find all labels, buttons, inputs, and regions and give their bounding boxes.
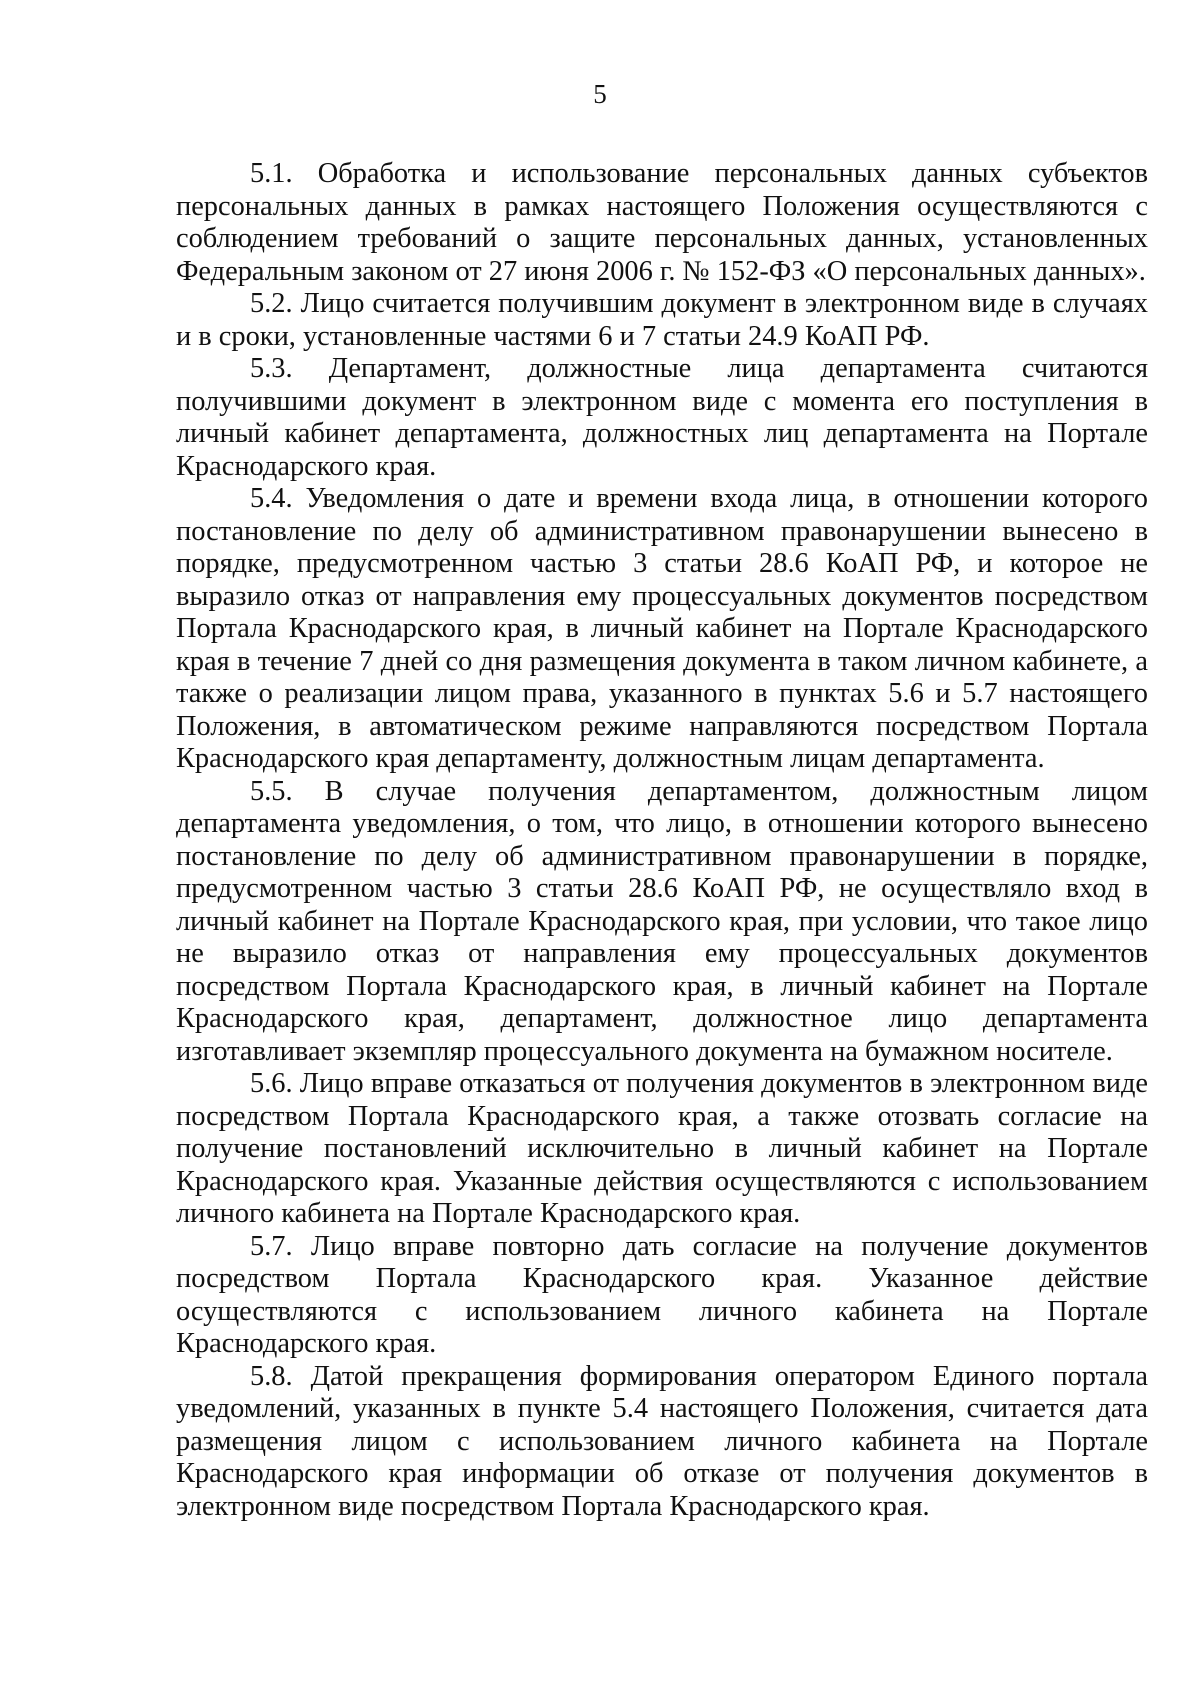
document-body [176,158,1148,1523]
paragraph-5-4: 5.4. Уведомления о дате и времени входа лица, в отношении которого постановление по делу об административном правонарушении вынесено в порядке, предусмотренном частью 3 статьи 28.6 КоАП РФ, и которое не выразило отказ от направления ему процессуальных документов посредством Портала Краснодарского края, в личный кабинет на Портале Краснодарского края в течение 7 дней со дня размещения документа в таком личном кабинете, а также о реализации лицом права, указанного в пунктах 5.6 и 5.7 настоящего Положения, в автоматическом режиме направляются посредством Портала Краснодарского края департаменту, должностным лицам департамента. [176,483,1148,774]
paragraph-5-6: 5.6. Лицо вправе отказаться от получения документов в электронном виде посредством Портала Краснодарского края, а также отозвать согласие на получение постановлений исключительно в личный кабинет на Портале Краснодарского края. Указанные действия осуществляются с использованием личного кабинета на Портале Краснодарского края. [176,1068,1148,1229]
paragraph-5-8: 5.8. Датой прекращения формирования оператором Единого портала уведомлений, указанных в пункте 5.4 настоящего Положения, считается дата размещения лицом с использованием личного кабинета на Портале Краснодарского края информации об отказе от получения документов в электронном виде посредством Портала Краснодарского края. [176,1360,1148,1522]
paragraph-5-1: 5.1. Обработка и использование персональных данных субъектов персональных данных в рамках настоящего Положения осуществляются с соблюдением требований о защите персональных данных, установленных Федеральным законом от 27 июня 2006 г. № 152-ФЗ «О персональных данных». [176,158,1148,287]
page-number: 5 [593,79,607,109]
paragraph-5-5: 5.5. В случае получения департаментом, должностным лицом департамента уведомления, о том, что лицо, в отношении которого вынесено постановление по делу об административном правонарушении в порядке, предусмотренном частью 3 статьи 28.6 КоАП РФ, не осуществляло вход в личный кабинет на Портале Краснодарского края, при условии, что такое лицо не выразило отказ от направления ему процессуальных документов посредством Портала Краснодарского края, в личный кабинет на Портале Краснодарского края, департамент, должностное лицо департамента изготавливает экземпляр процессуального документа на бумажном носителе. [176,775,1148,1067]
paragraph-5-3: 5.3. Департамент, должностные лица департамента считаются получившими документ в электронном виде с момента его поступления в личный кабинет департамента, должностных лиц департамента на Портале Краснодарского края. [176,353,1148,482]
paragraph-5-2: 5.2. Лицо считается получившим документ в электронном виде в случаях и в сроки, установленные частями 6 и 7 статьи 24.9 КоАП РФ. [176,288,1148,352]
paragraph-5-7: 5.7. Лицо вправе повторно дать согласие на получение документов посредством Портала Краснодарского края. Указанное действие осуществляются с использованием личного кабинета на Портале Краснодарского края. [176,1230,1148,1359]
